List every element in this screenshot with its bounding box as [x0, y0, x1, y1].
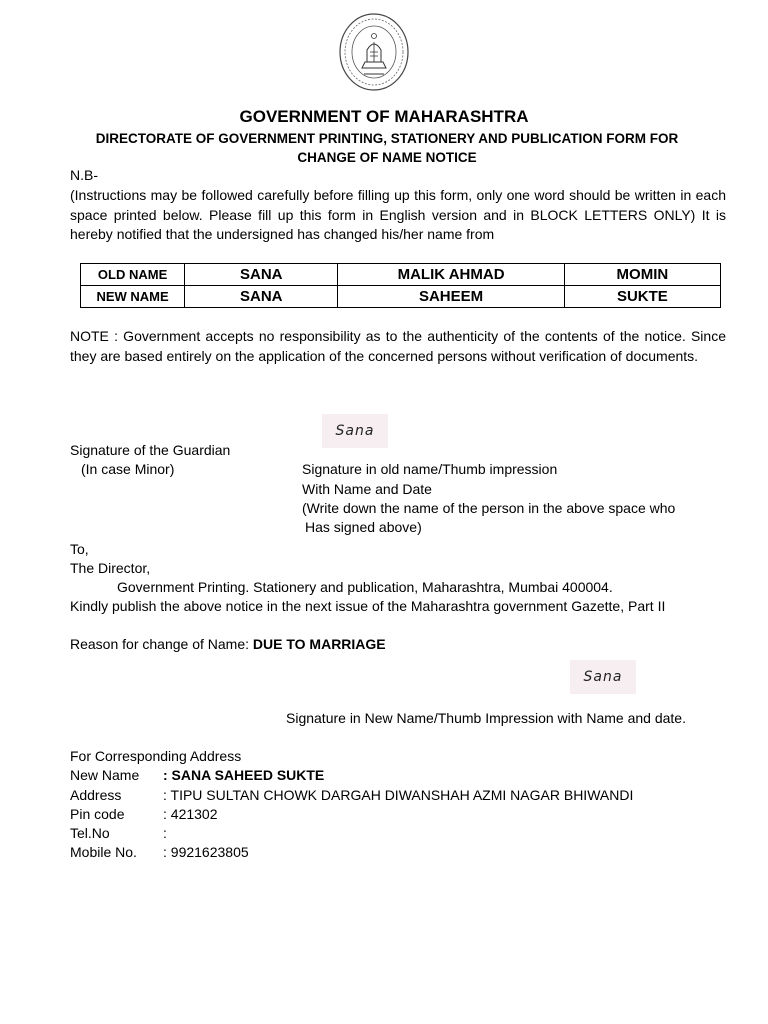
new-first-name: SANA [185, 286, 338, 308]
old-name-label: OLD NAME [81, 264, 185, 286]
corr-value-tel: : [163, 825, 167, 841]
instructions-text: (Instructions may be followed carefully before filling up this form, only one word should be written in each space printed below. Please fill up this form in English version and in BLOCK LETTERS ONLY) It is hereby notified that the undersigned has changed his/her name from [70, 187, 726, 242]
old-name-signature: Sana [322, 414, 388, 448]
to-label: To, [70, 541, 89, 557]
new-name-row [81, 286, 721, 308]
old-signature-caption-3: (Write down the name of the person in the above space who [302, 500, 676, 516]
new-name-signature: Sana [570, 660, 636, 694]
page-title: GOVERNMENT OF MAHARASHTRA [239, 107, 529, 126]
old-signature-caption-1: Signature in old name/Thumb impression [302, 461, 558, 477]
publish-request: Kindly publish the above notice in the next issue of the Maharashtra government Gazette, Part II [70, 598, 666, 614]
reason-row [70, 635, 386, 655]
old-name-row [81, 264, 721, 286]
page-subtitle: DIRECTORATE OF GOVERNMENT PRINTING, STATIONERY AND PUBLICATION FORM FOR CHANGE OF NAME NOTICE [95, 131, 679, 165]
minor-note: (In case Minor) [81, 461, 175, 477]
old-last-name: MOMIN [564, 264, 720, 286]
old-middle-name: MALIK AHMAD [338, 264, 564, 286]
director-label: The Director, [70, 560, 151, 576]
old-signature-caption-4: Has signed above) [305, 519, 422, 535]
name-change-table [80, 263, 721, 308]
department-address: Government Printing. Stationery and publication, Maharashtra, Mumbai 400004. [117, 579, 613, 595]
corr-value-pin: : 421302 [163, 806, 218, 822]
new-signature-caption: Signature in New Name/Thumb Impression with Name and date. [286, 710, 686, 726]
corr-label-new-name: New Name [70, 767, 140, 783]
new-last-name: SUKTE [564, 286, 720, 308]
corr-value-address: : TIPU SULTAN CHOWK DARGAH DIWANSHAH AZMI NAGAR BHIWANDI [163, 787, 634, 803]
nb-label: N.B- [70, 167, 98, 183]
new-middle-name: SAHEEM [338, 286, 564, 308]
maharashtra-seal-emblem [337, 12, 411, 96]
reason-value: DUE TO MARRIAGE [252, 636, 386, 652]
old-first-name: SANA [185, 264, 338, 286]
corr-label-mobile: Mobile No. [70, 844, 137, 860]
correspondence-heading: For Corresponding Address [70, 748, 242, 764]
old-signature-caption-2: With Name and Date [302, 481, 432, 497]
corr-value-new-name: : SANA SAHEED SUKTE [163, 767, 325, 783]
corr-label-pin: Pin code [70, 806, 125, 822]
new-name-label: NEW NAME [81, 286, 185, 308]
corr-label-tel: Tel.No [70, 825, 110, 841]
corr-value-mobile: : 9921623805 [163, 844, 249, 860]
guardian-signature-label: Signature of the Guardian [70, 442, 231, 458]
reason-label: Reason for change of Name: [70, 636, 249, 652]
disclaimer-note: NOTE : Government accepts no responsibility as to the authenticity of the contents of the notice. Since they are based entirely on the application of the concerned persons without verification of documents. [70, 328, 726, 364]
corr-label-address: Address [70, 787, 122, 803]
